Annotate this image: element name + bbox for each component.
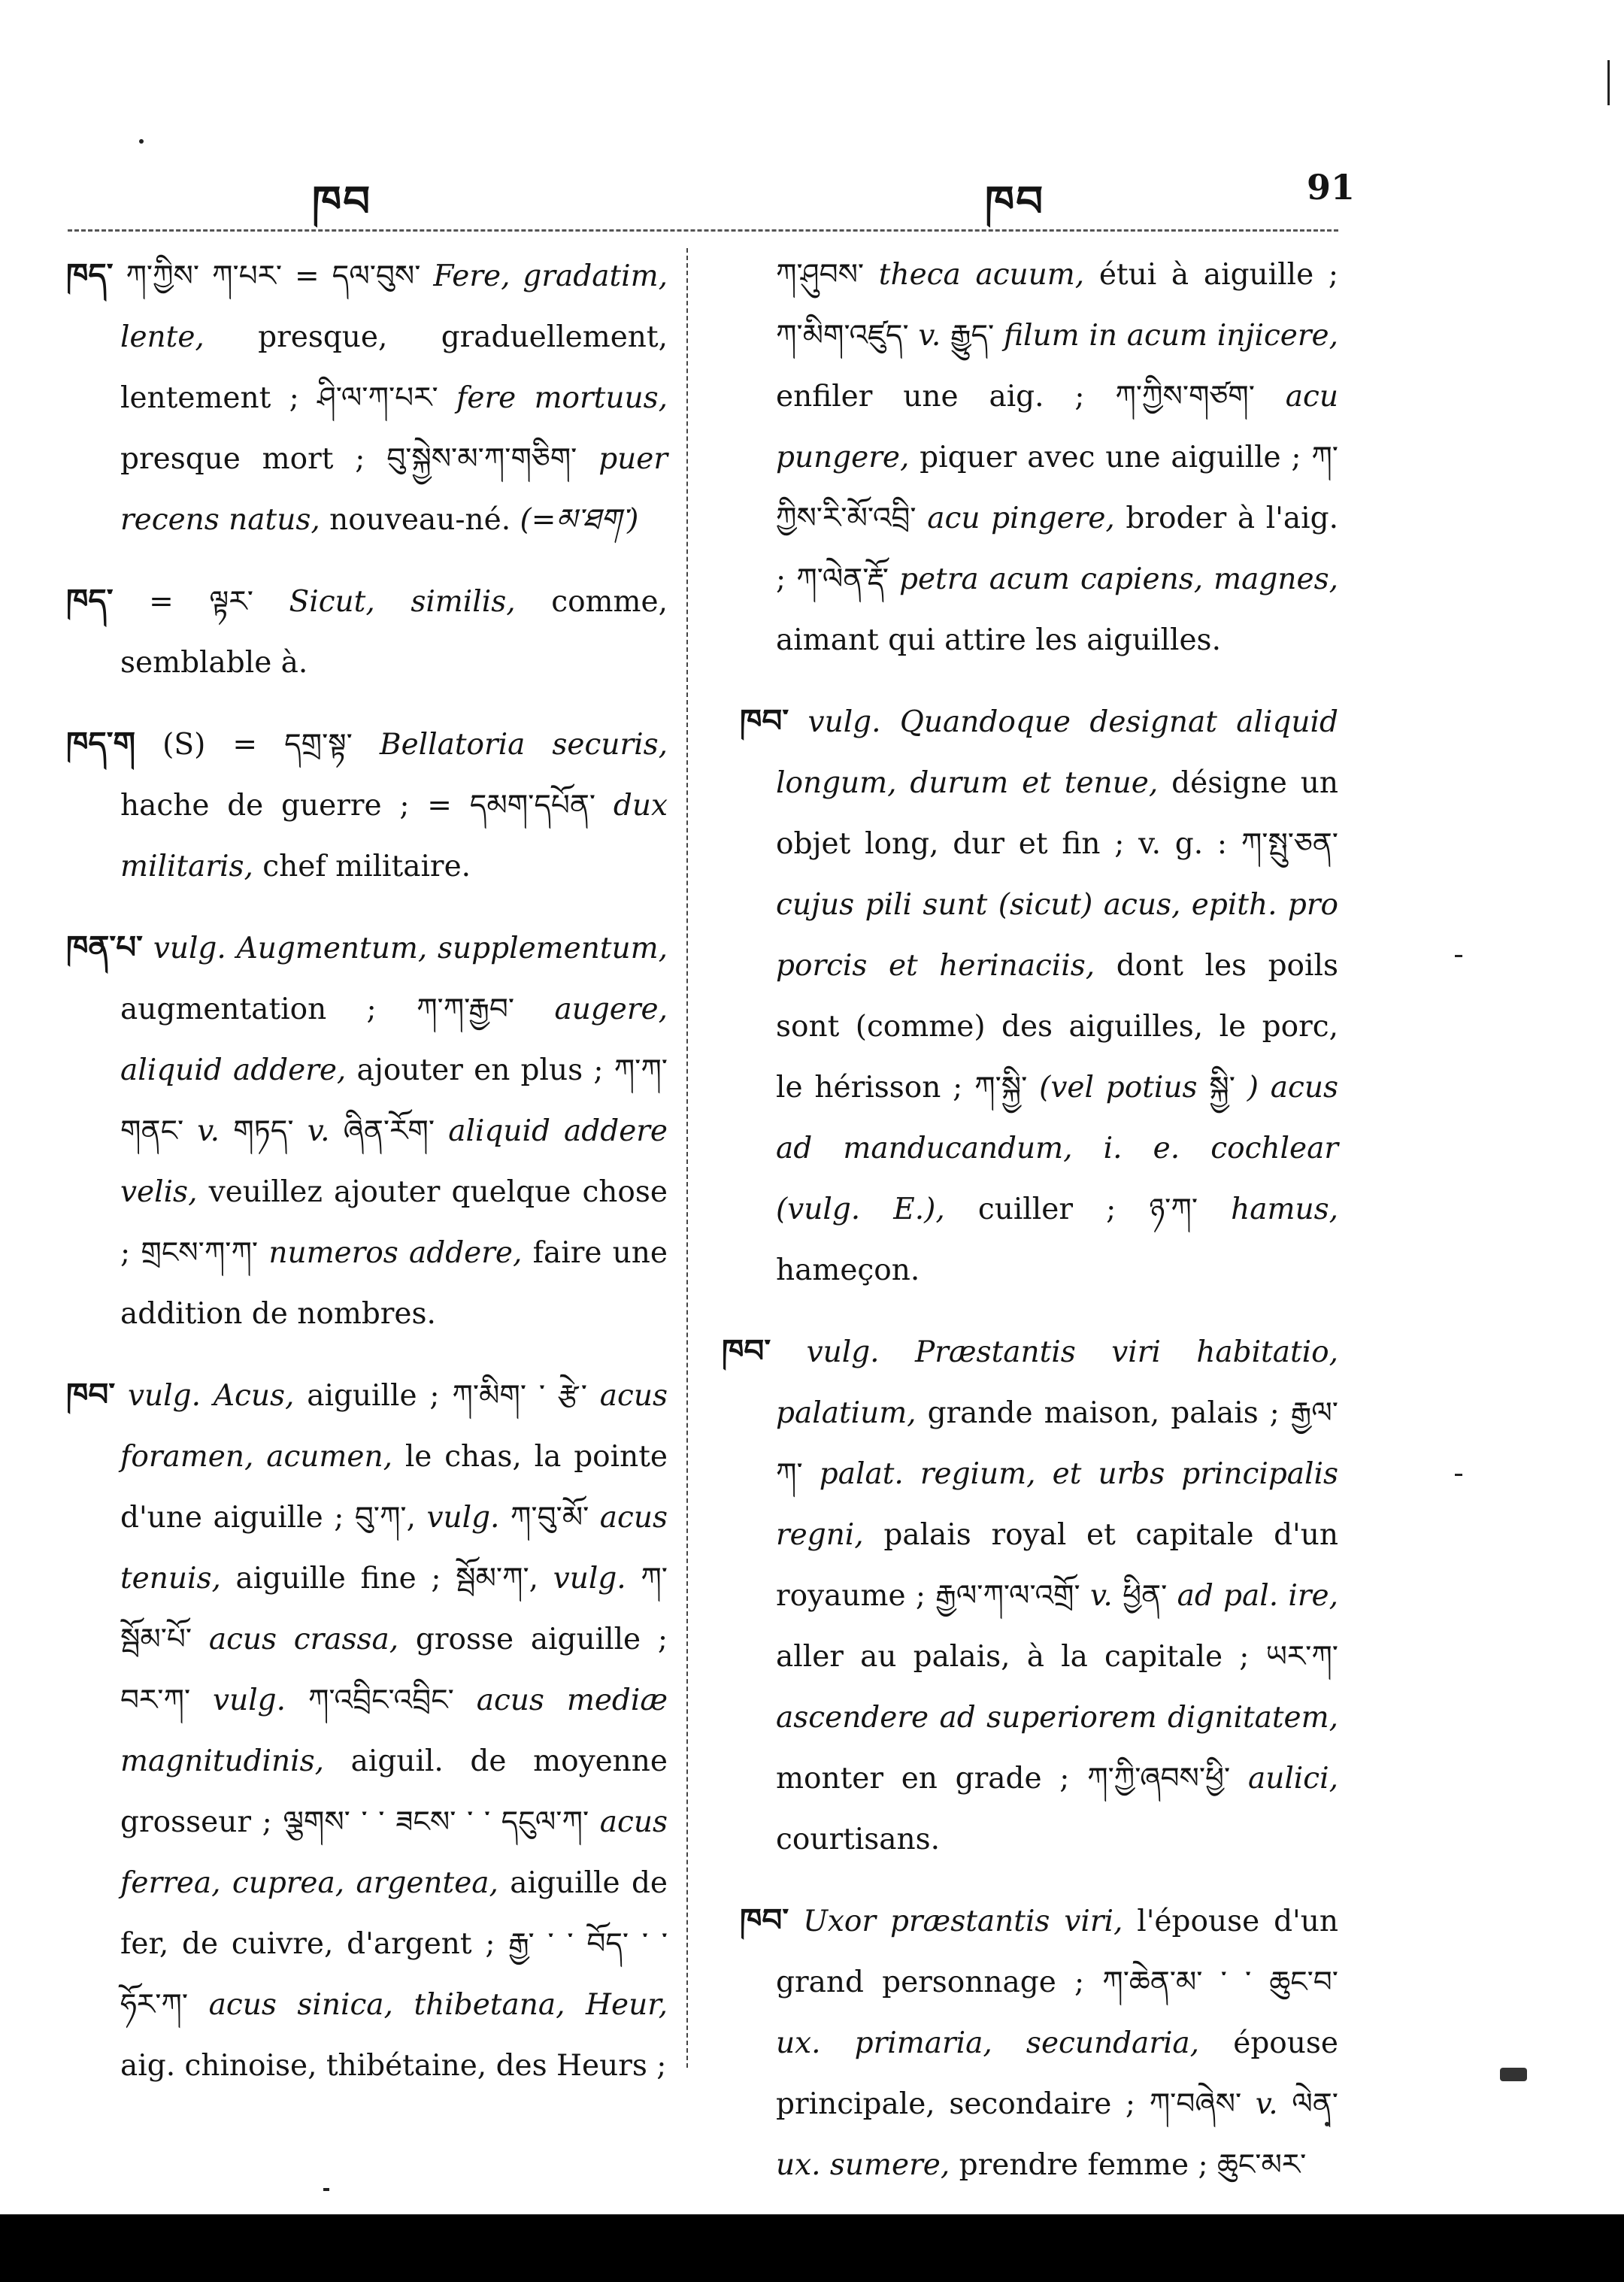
entry-text: ajouter en plus ; ཀ་ཀ་གནང་ (120, 1053, 668, 1148)
entry-text: སྐྱི་ (1197, 1071, 1247, 1105)
dictionary-entry (722, 690, 1338, 1301)
left-column (66, 244, 668, 2116)
dictionary-entry (722, 244, 1338, 671)
entry-text: presque, graduellement, lentement ; ཤི་ལ་ཀ་པར་ (120, 320, 668, 415)
entry-text: étui à aiguille ; ཀ་མིག་འཛུད་ (776, 258, 1338, 353)
entry-text: (S) = དགྲ་སྟ་ (135, 728, 380, 762)
entry-text: monter en grade ; ཀ་ཀྱི་ཞབས་ཕྱི་ (776, 1762, 1248, 1796)
latin-gloss: hamus, (1231, 1193, 1339, 1226)
print-speck (1607, 60, 1610, 105)
entry-headword: ཁད་ (66, 256, 114, 293)
print-speck (1325, 2122, 1329, 2126)
entry-text: ཕྱིན་ (1112, 1579, 1177, 1613)
entry-text: ཀ་བུ་མོ་ (499, 1501, 600, 1535)
entry-text: broder à l'aig. ; ཀ་ལེན་རྡོ་ (776, 502, 1338, 596)
running-head-left: ཁབ (312, 177, 372, 226)
latin-gloss: numeros addere, (268, 1236, 523, 1270)
latin-gloss: Uxor præstantis viri, (803, 1905, 1123, 1938)
entry-text: hameçon. (776, 1253, 920, 1287)
entry-text: le chas, la pointe d'une aiguille ; བུ་ཀ་, (120, 1440, 668, 1535)
entry-text: cuiller ; ཉ་ཀ་ (944, 1193, 1232, 1226)
latin-gloss: acus mediæ magnitudinis, (120, 1683, 668, 1778)
entry-headword: ཁབ་ (740, 702, 789, 739)
entry-text: རྒྱུད་ (941, 319, 1004, 353)
entry-text: grande maison, palais ; རྒྱལ་ཀ་ (776, 1396, 1338, 1491)
latin-gloss: v. (918, 319, 941, 353)
scan-edge-mark (1500, 2068, 1527, 2081)
latin-gloss: cujus pili sunt (sicut) acus, epith. pro porcis et herinaciis, (776, 888, 1338, 983)
entry-text: ཞིན་རོག་ (329, 1114, 449, 1148)
entry-text (771, 1335, 806, 1369)
entry-text: ལེན་ (1277, 2087, 1338, 2121)
latin-gloss: filum in acum injicere, (1004, 319, 1338, 353)
latin-gloss: puer recens natus, (120, 442, 668, 537)
entry-text: གཏད་ (220, 1114, 308, 1148)
entry-text: piquer avec une aiguille ; ཀ་ཀྱིས་རི་མོ་འབྲི་ (776, 441, 1338, 535)
dictionary-entry (722, 1890, 1338, 2196)
latin-gloss: vulg. Acus, (128, 1379, 295, 1413)
latin-gloss: ux. primaria, secundaria, (776, 2026, 1200, 2060)
dictionary-entry (66, 1364, 668, 2096)
entry-text (115, 1379, 128, 1413)
latin-gloss: ) acus ad manducandum, i. e. cochlear (vulg. E.), (776, 1071, 1339, 1226)
latin-gloss: acu pungere, (776, 380, 1338, 474)
column-divider (686, 248, 688, 2068)
latin-gloss: acus ferrea, cuprea, argentea, (120, 1805, 668, 1900)
right-column (722, 244, 1338, 2215)
latin-gloss: Sicut, similis, (289, 585, 516, 619)
entry-headword: ཁབ་ (722, 1332, 771, 1369)
entry-text: presque mort ; བུ་སྐྱེས་མ་ཀ་གཅིག་ (120, 442, 599, 476)
latin-gloss: fere mortuus, (456, 381, 668, 415)
latin-gloss: v. (197, 1114, 220, 1148)
running-head-right: ཁབ (985, 177, 1045, 226)
dictionary-entry (66, 570, 668, 693)
latin-gloss: v. (1255, 2087, 1278, 2121)
entry-text: désigne un objet long, dur et fin ; v. g. : ཀ་སྤུ་ཅན་ (776, 766, 1338, 861)
latin-gloss: acu pingere, (927, 502, 1115, 535)
latin-gloss: acus foramen, acumen, (120, 1379, 668, 1474)
entry-text: aller au palais, à la capitale ; ཡར་ཀ་ (776, 1640, 1338, 1674)
latin-gloss: dux militaris, (120, 789, 668, 883)
entry-text: épouse principale, secondaire ; ཀ་བཞེས་ (776, 2026, 1338, 2121)
entry-text: ཀ་སྦོམ་པོ་ (120, 1562, 668, 1656)
entry-text: courtisans. (776, 1823, 941, 1856)
latin-gloss: vulg. Augmentum, supplementum, (153, 932, 668, 965)
entry-text: augmentation ; ཀ་ཀ་རྒྱབ་ (120, 993, 555, 1026)
entry-text: veuillez ajouter quelque chose ; གྲངས་ཀ་ཀ་ (120, 1175, 668, 1270)
dictionary-entry (66, 917, 668, 1344)
page-number: 91 (1307, 167, 1356, 208)
entry-text: comme, semblable à. (120, 585, 668, 680)
latin-gloss: vulg. (213, 1683, 286, 1717)
latin-gloss: v. (1089, 1579, 1113, 1613)
dictionary-entry (66, 244, 668, 550)
print-speck (1455, 1474, 1462, 1476)
header-rule (68, 229, 1338, 232)
entry-text: enfiler une aig. ; ཀ་ཀྱིས་གཙག་ (776, 380, 1286, 414)
entry-text: palais royal et capitale d'un royaume ; རྒྱལ་ཀ་ལ་འགྲོ་ (776, 1518, 1338, 1613)
dictionary-entry (66, 713, 668, 897)
entry-text: aiguille fine ; སྦོམ་ཀ་, (220, 1562, 553, 1596)
latin-gloss: vulg. Præstantis viri habitatio, palatium, (776, 1335, 1338, 1430)
latin-gloss: augere, aliquid addere, (120, 993, 668, 1087)
latin-gloss: theca acuum, (878, 258, 1085, 292)
entry-text (143, 932, 153, 965)
entry-text: aiguille ; ཀ་མིག་ ་ རྩེ་ (294, 1379, 600, 1413)
entry-text: chef militaire. (253, 850, 471, 883)
latin-gloss: acus sinica, thibetana, Heur, (208, 1988, 668, 2022)
scan-bottom-bar (0, 2214, 1624, 2282)
entry-text: aimant qui attire les aiguilles. (776, 623, 1221, 657)
latin-gloss: ad pal. ire, (1177, 1579, 1339, 1613)
entry-text: l'épouse d'un grand personnage ; ཀ་ཆེན་མ་ ་ ་ ཆུང་བ་ (776, 1905, 1338, 1999)
latin-gloss: Fere, gradatim, lente, (120, 259, 668, 354)
latin-gloss: v. (307, 1114, 330, 1148)
latin-gloss: acus crassa, (208, 1623, 399, 1656)
entry-text: aiguil. de moyenne grosseur ; ལྕགས་ ་ ་ ཟངས་ ་ ་ དངུལ་ཀ་ (120, 1744, 668, 1839)
entry-text (789, 1905, 803, 1938)
entry-headword: ཁབ་ (66, 1376, 116, 1413)
entry-text: aig. chinoise, thibétaine, des Heurs ; (120, 2049, 667, 2083)
entry-text: hache de guerre ; = དམག་དཔོན་ (120, 789, 614, 823)
print-speck (139, 139, 144, 144)
entry-text: aiguille de fer, de cuivre, d'argent ; རྒྱ་ ་ ་ བོད་ ་ ་ ཧོར་ཀ་ (120, 1866, 668, 2022)
entry-text: = ལྟར་ (113, 585, 289, 619)
entry-headword: ཁད་ (66, 582, 114, 619)
latin-gloss: acus tenuis, (120, 1501, 668, 1596)
latin-gloss: ux. sumere, (776, 2148, 950, 2182)
entry-text: ཀ་ཀྱིས་ ཀ་པར་ = དལ་བུས་ (113, 259, 434, 293)
latin-gloss: (=མ་ཐག་) (520, 503, 639, 537)
entry-text: nouveau-né. (320, 503, 520, 537)
latin-gloss: Bellatoria securis, (379, 728, 668, 762)
latin-gloss: vulg. (426, 1501, 500, 1535)
entry-text: ཀ་ཤུབས་ (776, 258, 879, 292)
latin-gloss: (vel potius (1039, 1071, 1198, 1105)
latin-gloss: ascendere ad superiorem dignitatem, (776, 1701, 1338, 1735)
latin-gloss: aliquid addere velis, (120, 1114, 668, 1209)
entry-text: prendre femme ; ཆུང་མར་ (950, 2148, 1307, 2182)
entry-headword: ཁན་པ་ (66, 929, 143, 965)
entry-text: faire une addition de nombres. (120, 1236, 668, 1331)
latin-gloss: vulg. Quandoque designat aliquid longum, durum et tenue, (776, 705, 1338, 800)
entry-headword: ཁད་ག (66, 725, 136, 762)
dictionary-entry (722, 1320, 1338, 1870)
entry-headword: ཁབ་ (740, 1902, 789, 1938)
entry-text: dont les poils sont (comme) des aiguilles, le porc, le hérisson ; ཀ་སྐྱི་ (776, 949, 1338, 1105)
print-speck (323, 2188, 329, 2191)
entry-text: ཀ་འབྲིང་འབྲིང་ (286, 1683, 477, 1717)
latin-gloss: vulg. (553, 1562, 626, 1596)
latin-gloss: aulici, (1247, 1762, 1338, 1796)
latin-gloss: petra acum capiens, magnes, (899, 562, 1338, 596)
entry-text: grosse aiguille ; བར་ཀ་ (120, 1623, 668, 1717)
print-speck (1455, 955, 1462, 957)
entry-text (789, 705, 807, 739)
latin-gloss: palat. regium, et urbs principalis regni, (776, 1457, 1338, 1552)
